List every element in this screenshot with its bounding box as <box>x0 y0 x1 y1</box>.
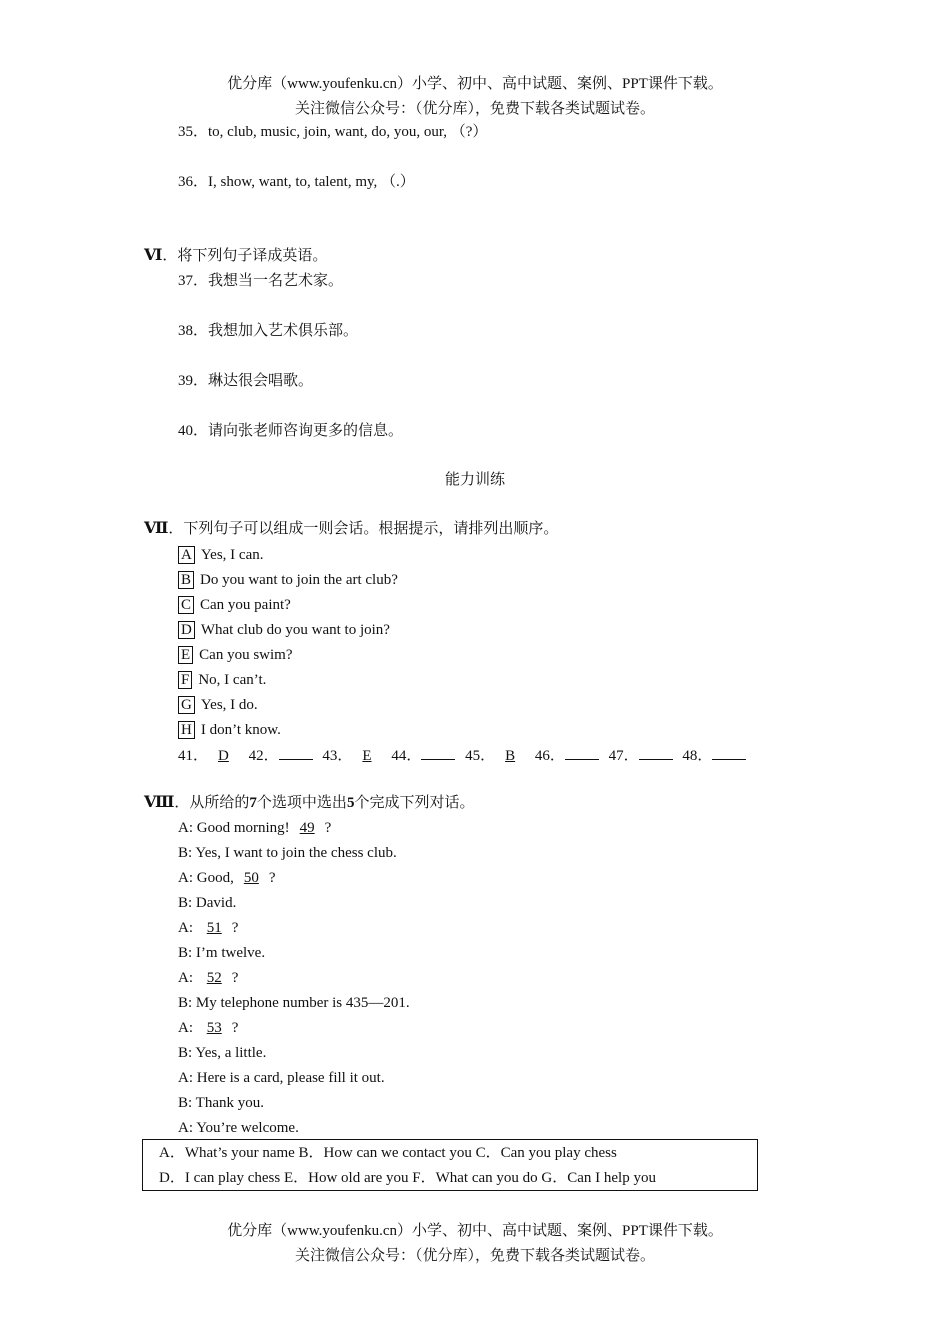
answer-blank[interactable]: E <box>362 748 372 764</box>
answer-number: 48． <box>682 748 713 764</box>
dialogue-line <box>178 943 265 963</box>
dialogue-line <box>178 868 276 888</box>
question-number: 39． <box>178 373 209 389</box>
section-7-heading <box>144 519 558 539</box>
dialogue-line <box>178 893 236 913</box>
option-text: No, I can’t. <box>198 672 267 688</box>
dialogue-text: ? <box>231 1020 239 1036</box>
option-text: Can you swim? <box>199 647 293 663</box>
option-text: What club do you want to join? <box>200 622 390 638</box>
dialogue-blank[interactable]: 51 <box>206 920 222 936</box>
dialogue-line <box>178 818 331 838</box>
option-text: Yes, I can. <box>200 547 264 563</box>
dialogue-text: ? <box>268 870 276 886</box>
dialogue-text: A: Good, <box>178 870 234 886</box>
dialogue-blank[interactable]: 53 <box>206 1020 222 1036</box>
option-text: Yes, I do. <box>200 697 258 713</box>
answer-row <box>178 745 746 766</box>
option-letter-box: H <box>178 721 195 739</box>
option-b <box>178 570 398 590</box>
choices-row-1: A．What’s your name B．How can we contact you C．Can you play chess <box>159 1145 617 1161</box>
option-letter-box: E <box>178 646 193 664</box>
answer-number: 47． <box>608 748 639 764</box>
answer-blank[interactable]: B <box>505 748 516 764</box>
question-number: 35． <box>178 124 209 140</box>
dialogue-line <box>178 1118 299 1138</box>
dialogue-text: ? <box>324 820 332 836</box>
option-letter-box: B <box>178 571 194 589</box>
dialogue-line <box>178 918 238 938</box>
section-instruction: ．下列句子可以组成一则会话。根据提示，请排列出顺序。 <box>168 521 559 537</box>
dialogue-line <box>178 1018 238 1038</box>
dialogue-text: ? <box>231 920 239 936</box>
question-number: 38． <box>178 323 209 339</box>
dialogue-blank[interactable]: 49 <box>299 820 315 836</box>
dialogue-text: B: David. <box>178 895 237 911</box>
dialogue-text: A: <box>178 1020 197 1036</box>
header-line-2: 关注微信公众号：（优分库），免费下载各类试题试卷。 <box>294 101 655 117</box>
question-number: 37． <box>178 273 209 289</box>
dialogue-text: A: Here is a card, please fill it out. <box>178 1070 385 1086</box>
dialogue-line <box>178 1093 264 1113</box>
section-8-heading <box>144 793 474 813</box>
option-c <box>178 595 291 615</box>
dialogue-line <box>178 1068 385 1088</box>
option-a <box>178 545 263 565</box>
section-instruction: 个选项中选出 <box>256 795 347 811</box>
dialogue-text: B: Yes, a little. <box>178 1045 267 1061</box>
section-numeral: Ⅵ <box>144 247 163 264</box>
question-37 <box>178 271 343 291</box>
dialogue-text: A: <box>178 970 197 986</box>
question-36 <box>178 172 415 192</box>
footer-line-1: 优分库（www.youfenku.cn）小学、初中、高中试题、案例、PPT课件下载。 <box>227 1223 723 1239</box>
answer-blank[interactable] <box>639 745 673 760</box>
answer-number: 41． <box>178 748 209 764</box>
option-text: I don’t know. <box>200 722 281 738</box>
count-seven: 7 <box>249 795 257 811</box>
question-35 <box>178 122 487 142</box>
question-39 <box>178 371 313 391</box>
section-instruction: ．将下列句子译成英语。 <box>162 248 328 264</box>
dialogue-line <box>178 993 410 1013</box>
question-text: to, club, music, join, want, do, you, our, （?） <box>208 124 488 140</box>
question-number: 36． <box>178 174 209 190</box>
header-line-1: 优分库（www.youfenku.cn）小学、初中、高中试题、案例、PPT课件下载。 <box>227 76 723 92</box>
option-e <box>178 645 293 665</box>
dialogue-text: B: My telephone number is 435—201. <box>178 995 410 1011</box>
option-letter-box: G <box>178 696 195 714</box>
section-numeral: Ⅷ <box>144 794 175 811</box>
dialogue-text: B: I’m twelve. <box>178 945 266 961</box>
option-text: Can you paint? <box>200 597 291 613</box>
question-text: 我想当一名艺术家。 <box>208 273 344 289</box>
answer-blank[interactable] <box>421 745 455 760</box>
footer-line-2: 关注微信公众号：（优分库），免费下载各类试题试卷。 <box>294 1248 655 1264</box>
option-letter-box: F <box>178 671 192 689</box>
answer-number: 45． <box>465 748 496 764</box>
page-subtitle: 能力训练 <box>444 472 505 488</box>
question-text: I, show, want, to, talent, my, （.） <box>208 174 415 190</box>
option-f <box>178 670 266 690</box>
dialogue-text: A: <box>178 920 197 936</box>
option-g <box>178 695 258 715</box>
answer-number: 42． <box>248 748 279 764</box>
option-letter-box: C <box>178 596 194 614</box>
section-instruction: 个完成下列对话。 <box>354 795 475 811</box>
answer-number: 44． <box>391 748 422 764</box>
option-d <box>178 620 390 640</box>
dialogue-text: ? <box>231 970 239 986</box>
section-numeral: Ⅶ <box>144 520 169 537</box>
dialogue-text: B: Thank you. <box>178 1095 264 1111</box>
dialogue-blank[interactable]: 52 <box>206 970 222 986</box>
answer-number: 43． <box>322 748 353 764</box>
dialogue-blank[interactable]: 50 <box>243 870 259 886</box>
question-text: 我想加入艺术俱乐部。 <box>208 323 359 339</box>
option-text: Do you want to join the art club? <box>200 572 398 588</box>
answer-blank[interactable] <box>712 745 746 760</box>
question-40 <box>178 421 403 441</box>
dialogue-line <box>178 968 238 988</box>
section-instruction: ．从所给的 <box>174 795 250 811</box>
option-letter-box: A <box>178 546 195 564</box>
count-five: 5 <box>346 795 355 811</box>
section-6-heading <box>144 246 327 266</box>
answer-blank[interactable] <box>279 745 313 760</box>
question-number: 40． <box>178 423 209 439</box>
option-h <box>178 720 281 740</box>
answer-blank[interactable] <box>565 745 599 760</box>
choices-row-2: D．I can play chess E．How old are you F．What can you do G．Can I help you <box>159 1170 656 1186</box>
answer-number: 46． <box>534 748 565 764</box>
dialogue-text: A: You’re welcome. <box>178 1120 299 1136</box>
question-text: 琳达很会唱歌。 <box>208 373 314 389</box>
dialogue-line <box>178 1043 266 1063</box>
question-text: 请向张老师咨询更多的信息。 <box>208 423 404 439</box>
dialogue-text: B: Yes, I want to join the chess club. <box>178 845 397 861</box>
dialogue-text: A: Good morning! <box>178 820 290 836</box>
dialogue-line <box>178 843 397 863</box>
option-letter-box: D <box>178 621 195 639</box>
choices-box <box>142 1139 758 1191</box>
answer-blank[interactable]: D <box>218 748 229 764</box>
question-38 <box>178 321 358 341</box>
